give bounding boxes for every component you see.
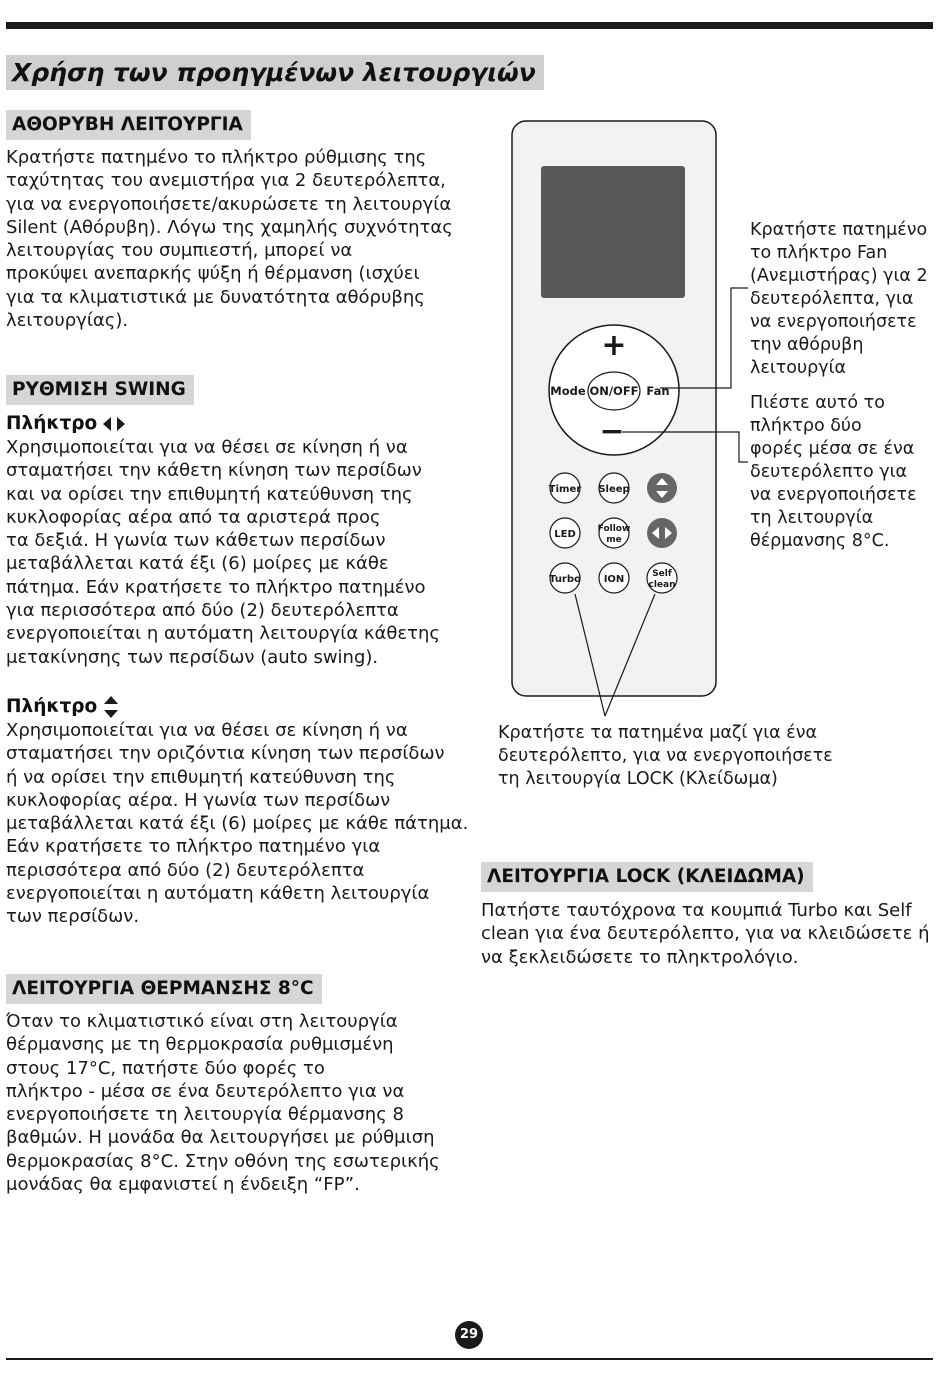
text-line: βαθμών. Η μονάδα θα λειτουργήσει με ρύθμιση	[6, 1127, 435, 1149]
text-line: σταματήσει την κάθετη κίνηση των περσίδων	[6, 460, 422, 482]
follow-me-button[interactable]: Follow	[597, 524, 631, 534]
text-line: τη λειτουργία LOCK (Κλείδωμα)	[498, 769, 778, 789]
text-line: δευτερόλεπτο για	[750, 462, 908, 482]
timer-button[interactable]: Timer	[548, 484, 582, 495]
text-line: να ενεργοποιήσετε	[750, 485, 917, 505]
text-line: Χρησιμοποιείται για να θέσει σε κίνηση ή να	[6, 720, 408, 741]
text-line: για τα κλιματιστικά με δυνατότητα αθόρυβης	[6, 286, 425, 308]
led-button[interactable]: LED	[554, 529, 576, 540]
key-label: Πλήκτρο	[6, 413, 98, 434]
silent-heading: ΑΘΟΡΥΒΗ ΛΕΙΤΟΥΡΓΙΑ	[6, 110, 251, 140]
text-line: θέρμανσης 8°C.	[750, 531, 890, 551]
fan-button[interactable]: Fan	[646, 384, 670, 398]
text-line: Πιέστε αυτό το	[750, 393, 885, 413]
up-down-swing-button[interactable]	[647, 473, 677, 503]
lock-annotation	[498, 722, 833, 791]
text-line: το πλήκτρο Fan	[750, 243, 888, 263]
bottom-rule	[6, 1358, 933, 1360]
text-line: τα δεξιά. Η γωνία των κάθετων περσίδων	[6, 530, 386, 552]
lock-heading: ΛΕΙΤΟΥΡΓΙΑ LOCK (ΚΛΕΙΔΩΜΑ)	[481, 862, 813, 892]
text-line: ή να ορίσει την επιθυμητή κατεύθυνση της	[6, 766, 396, 788]
key-label: Πλήκτρο	[6, 696, 98, 717]
text-line: την αθόρυβη	[750, 335, 864, 355]
text-line: λειτουργίας του συμπιεστή, μπορεί να	[6, 240, 353, 262]
page-title: Χρήση των προηγμένων λειτουργιών	[6, 55, 544, 90]
text-line: για περισσότερα από δύο (2) δευτερόλεπτα	[6, 600, 399, 622]
text-line: Silent (Αθόρυβη). Λόγω της χαμηλής συχνότητας	[6, 216, 453, 238]
text-line: προκύψει ανεπαρκής ψύξη ή θέρμανση (ισχύει	[6, 263, 420, 285]
text-line: Κρατήστε πατημένο το πλήκτρο ρύθμισης της	[6, 147, 427, 168]
text-line: πλήκτρο - μέσα σε ένα δευτερόλεπτο για να	[6, 1080, 405, 1102]
text-line: μεταβάλλεται κατά έξι (6) μοίρες με κάθε πάτημα.	[6, 813, 469, 835]
text-line: λειτουργία	[750, 358, 847, 378]
text-line: Κρατήστε τα πατημένα μαζί για ένα	[498, 723, 818, 743]
text-line: δευτερόλεπτο, για να ενεργοποιήσετε	[498, 746, 833, 766]
text-line: Κρατήστε πατημένο	[750, 220, 928, 240]
text-line: Όταν το κλιματιστικό είναι στη λειτουργία	[6, 1011, 398, 1032]
self-clean-button-line2: clean	[648, 580, 676, 590]
text-line: θερμοκρασίας 8°C. Στην οθόνη της εσωτερικής	[6, 1150, 440, 1172]
turbo-button[interactable]: Turbo	[549, 574, 581, 585]
lock-text	[481, 899, 929, 969]
text-line: κυκλοφορίας αέρα. Η γωνία των περσίδων	[6, 789, 391, 811]
text-line: και να ορίσει την επιθυμητή κατεύθυνση της	[6, 483, 413, 505]
text-line: κυκλοφορίας αέρα από τα αριστερά προς	[6, 506, 381, 528]
fan-annotation	[750, 219, 928, 380]
text-line: Πατήστε ταυτόχρονα τα κουμπιά Turbo και Self	[481, 900, 912, 921]
text-line: Εάν κρατήσετε το πλήκτρο πατημένο για	[6, 836, 381, 858]
mode-button[interactable]: Mode	[550, 384, 586, 398]
ion-button[interactable]: ION	[603, 574, 625, 585]
minus-annotation	[750, 392, 917, 553]
text-line: για να ενεργοποιήσετε/ακυρώσετε τη λειτουργία	[6, 193, 452, 215]
onoff-button[interactable]: ON/OFF	[589, 384, 639, 398]
minus-button[interactable]: −	[599, 414, 625, 449]
text-line: τη λειτουργία	[750, 508, 874, 528]
heating-heading: ΛΕΙΤΟΥΡΓΙΑ ΘΕΡΜΑΝΣΗΣ 8°C	[6, 974, 322, 1004]
follow-me-button-line2: me	[606, 535, 622, 545]
text-line: ενεργοποιήσετε τη λειτουργία θέρμανσης 8	[6, 1104, 404, 1126]
text-line: ενεργοποιείται η αυτόματη λειτουργία κάθετης	[6, 623, 440, 645]
page-number: 29	[455, 1321, 483, 1349]
text-line: να ξεκλειδώσετε το πληκτρολόγιο.	[481, 946, 799, 968]
sleep-button[interactable]: Sleep	[598, 484, 630, 495]
text-line: πλήκτρο δύο	[750, 416, 862, 436]
text-line: ταχύτητας του ανεμιστήρα για 2 δευτερόλεπτα,	[6, 170, 446, 192]
text-line: περισσότερα από δύο (2) δευτερόλεπτα	[6, 859, 365, 881]
plus-button[interactable]: +	[601, 328, 627, 363]
text-line: να ενεργοποιήσετε	[750, 312, 917, 332]
text-line: μονάδας θα εμφανιστεί η ένδειξη “FP”.	[6, 1174, 360, 1196]
text-line: στους 17°C, πατήστε δύο φορές το	[6, 1057, 325, 1079]
text-line: (Ανεμιστήρας) για 2	[750, 266, 928, 286]
text-line: φορές μέσα σε ένα	[750, 439, 915, 459]
text-line: λειτουργίας).	[6, 310, 129, 332]
text-line: ενεργοποιείται η αυτόματη κάθετη λειτουργία	[6, 883, 430, 905]
text-line: των περσίδων.	[6, 906, 140, 928]
text-line: μεταβάλλεται κατά έξι (6) μοίρες με κάθε	[6, 553, 389, 575]
text-line: clean για ένα δευτερόλεπτο, για να κλειδώσετε ή	[481, 923, 930, 945]
remote-display	[541, 166, 685, 298]
text-line: δευτερόλεπτα, για	[750, 289, 914, 309]
text-line: σταματήσει την οριζόντια κίνηση των περσίδων	[6, 743, 445, 765]
heating-text	[6, 1010, 440, 1196]
left-right-swing-button[interactable]	[647, 518, 677, 548]
text-line: πάτημα. Εάν κρατήσετε το πλήκτρο πατημένο	[6, 576, 426, 598]
text-line: μετακίνησης των περσίδων (auto swing).	[6, 646, 379, 668]
swing-heading: ΡΥΘΜΙΣΗ SWING	[6, 375, 194, 405]
text-line: θέρμανσης με τη θερμοκρασία ρυθμισμένη	[6, 1034, 394, 1056]
text-line: Χρησιμοποιείται για να θέσει σε κίνηση ή να	[6, 437, 408, 458]
self-clean-button[interactable]: Self	[652, 569, 672, 579]
